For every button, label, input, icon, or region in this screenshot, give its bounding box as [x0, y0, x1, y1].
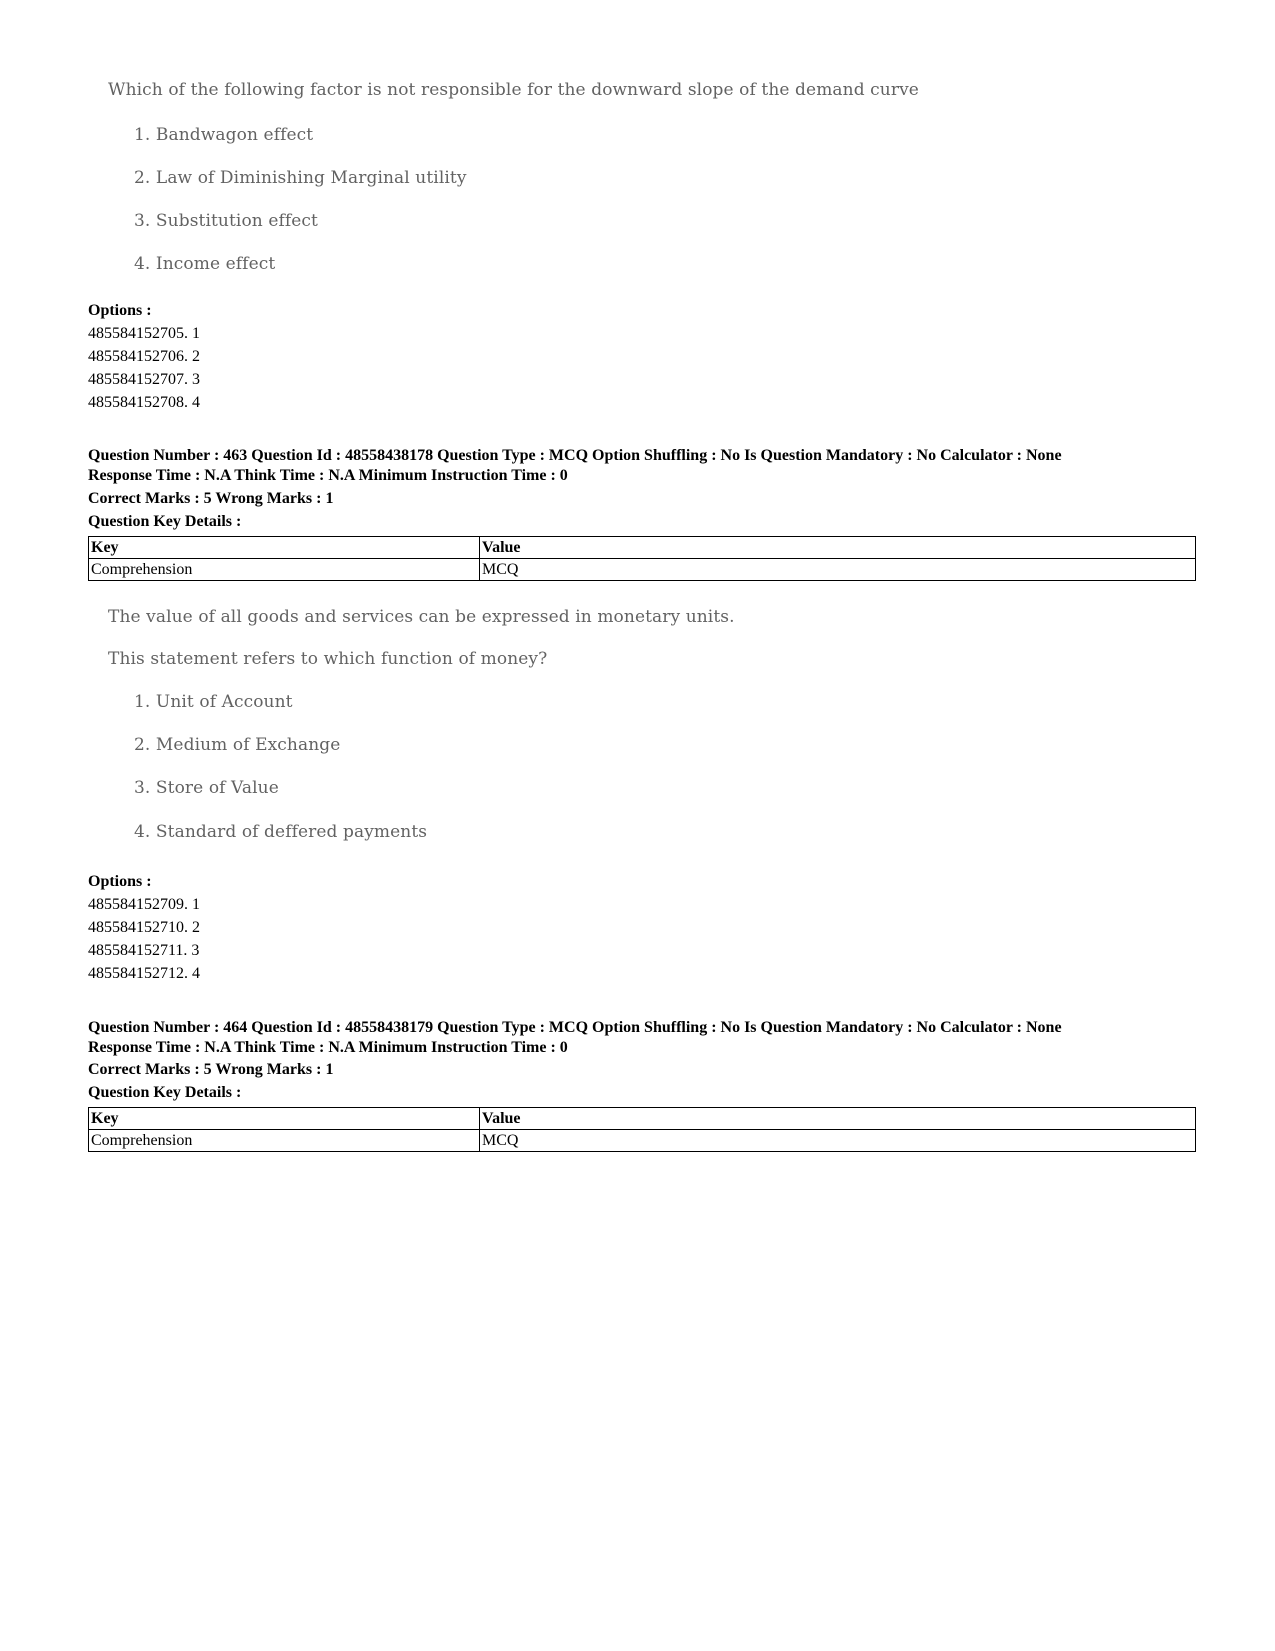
- question-463-meta: [88, 446, 1198, 486]
- option-item: 485584152709. 1: [88, 896, 200, 913]
- question-463-choice-4: 4. Standard of deffered payments: [134, 822, 428, 842]
- table-cell-value: MCQ: [480, 1130, 1196, 1152]
- option-item: 485584152706. 2: [88, 348, 200, 365]
- table-header-value: Value: [480, 1108, 1196, 1130]
- question-464-key-table: [88, 1107, 1196, 1152]
- question-463-key-details-title: Question Key Details :: [88, 513, 242, 530]
- question-meta-line: Question Number : 463 Question Id : 48558438178 Question Type : MCQ Option Shuffling : No Is Question Mandatory : No Calculator : None: [88, 447, 1062, 464]
- table-header-row: [89, 537, 1196, 559]
- table-row: [89, 559, 1196, 581]
- table-header-key: Key: [89, 537, 480, 559]
- option-item: 485584152705. 1: [88, 325, 200, 342]
- question-464-meta: [88, 1018, 1198, 1058]
- question-464-key-details-title: Question Key Details :: [88, 1084, 242, 1101]
- question-462-choice-2: 2. Law of Diminishing Marginal utility: [134, 168, 467, 188]
- question-462-choice-4: 4. Income effect: [134, 254, 276, 274]
- question-463-marks: Correct Marks : 5 Wrong Marks : 1: [88, 490, 334, 507]
- options-title: Options :: [88, 873, 152, 890]
- option-item: 485584152712. 4: [88, 965, 200, 982]
- question-meta-line: Response Time : N.A Think Time : N.A Minimum Instruction Time : 0: [88, 467, 568, 484]
- question-462-image: [108, 80, 919, 290]
- option-item: 485584152708. 4: [88, 394, 200, 411]
- table-header-row: [89, 1108, 1196, 1130]
- table-row: [89, 1130, 1196, 1152]
- question-462-stem: Which of the following factor is not responsible for the downward slope of the demand curve: [108, 80, 919, 100]
- table-cell-key: Comprehension: [89, 559, 480, 581]
- question-464-marks: Correct Marks : 5 Wrong Marks : 1: [88, 1061, 334, 1078]
- table-cell-key: Comprehension: [89, 1130, 480, 1152]
- question-463-stem-2: This statement refers to which function of money?: [108, 649, 548, 669]
- question-meta-line: Question Number : 464 Question Id : 48558438179 Question Type : MCQ Option Shuffling : No Is Question Mandatory : No Calculator : None: [88, 1019, 1062, 1036]
- question-meta-line: Response Time : N.A Think Time : N.A Minimum Instruction Time : 0: [88, 1039, 568, 1056]
- question-463-choice-3: 3. Store of Value: [134, 778, 279, 798]
- table-header-key: Key: [89, 1108, 480, 1130]
- option-item: 485584152711. 3: [88, 942, 200, 959]
- option-item: 485584152707. 3: [88, 371, 200, 388]
- question-463-stem-1: The value of all goods and services can be expressed in monetary units.: [108, 607, 735, 627]
- question-462-choice-1: 1. Bandwagon effect: [134, 125, 314, 145]
- question-463-choice-2: 2. Medium of Exchange: [134, 735, 341, 755]
- table-cell-value: MCQ: [480, 559, 1196, 581]
- option-item: 485584152710. 2: [88, 919, 200, 936]
- question-463-image: [108, 607, 868, 847]
- options-title: Options :: [88, 302, 152, 319]
- table-header-value: Value: [480, 537, 1196, 559]
- question-463-key-table: [88, 536, 1196, 581]
- question-462-choice-3: 3. Substitution effect: [134, 211, 318, 231]
- question-463-choice-1: 1. Unit of Account: [134, 692, 293, 712]
